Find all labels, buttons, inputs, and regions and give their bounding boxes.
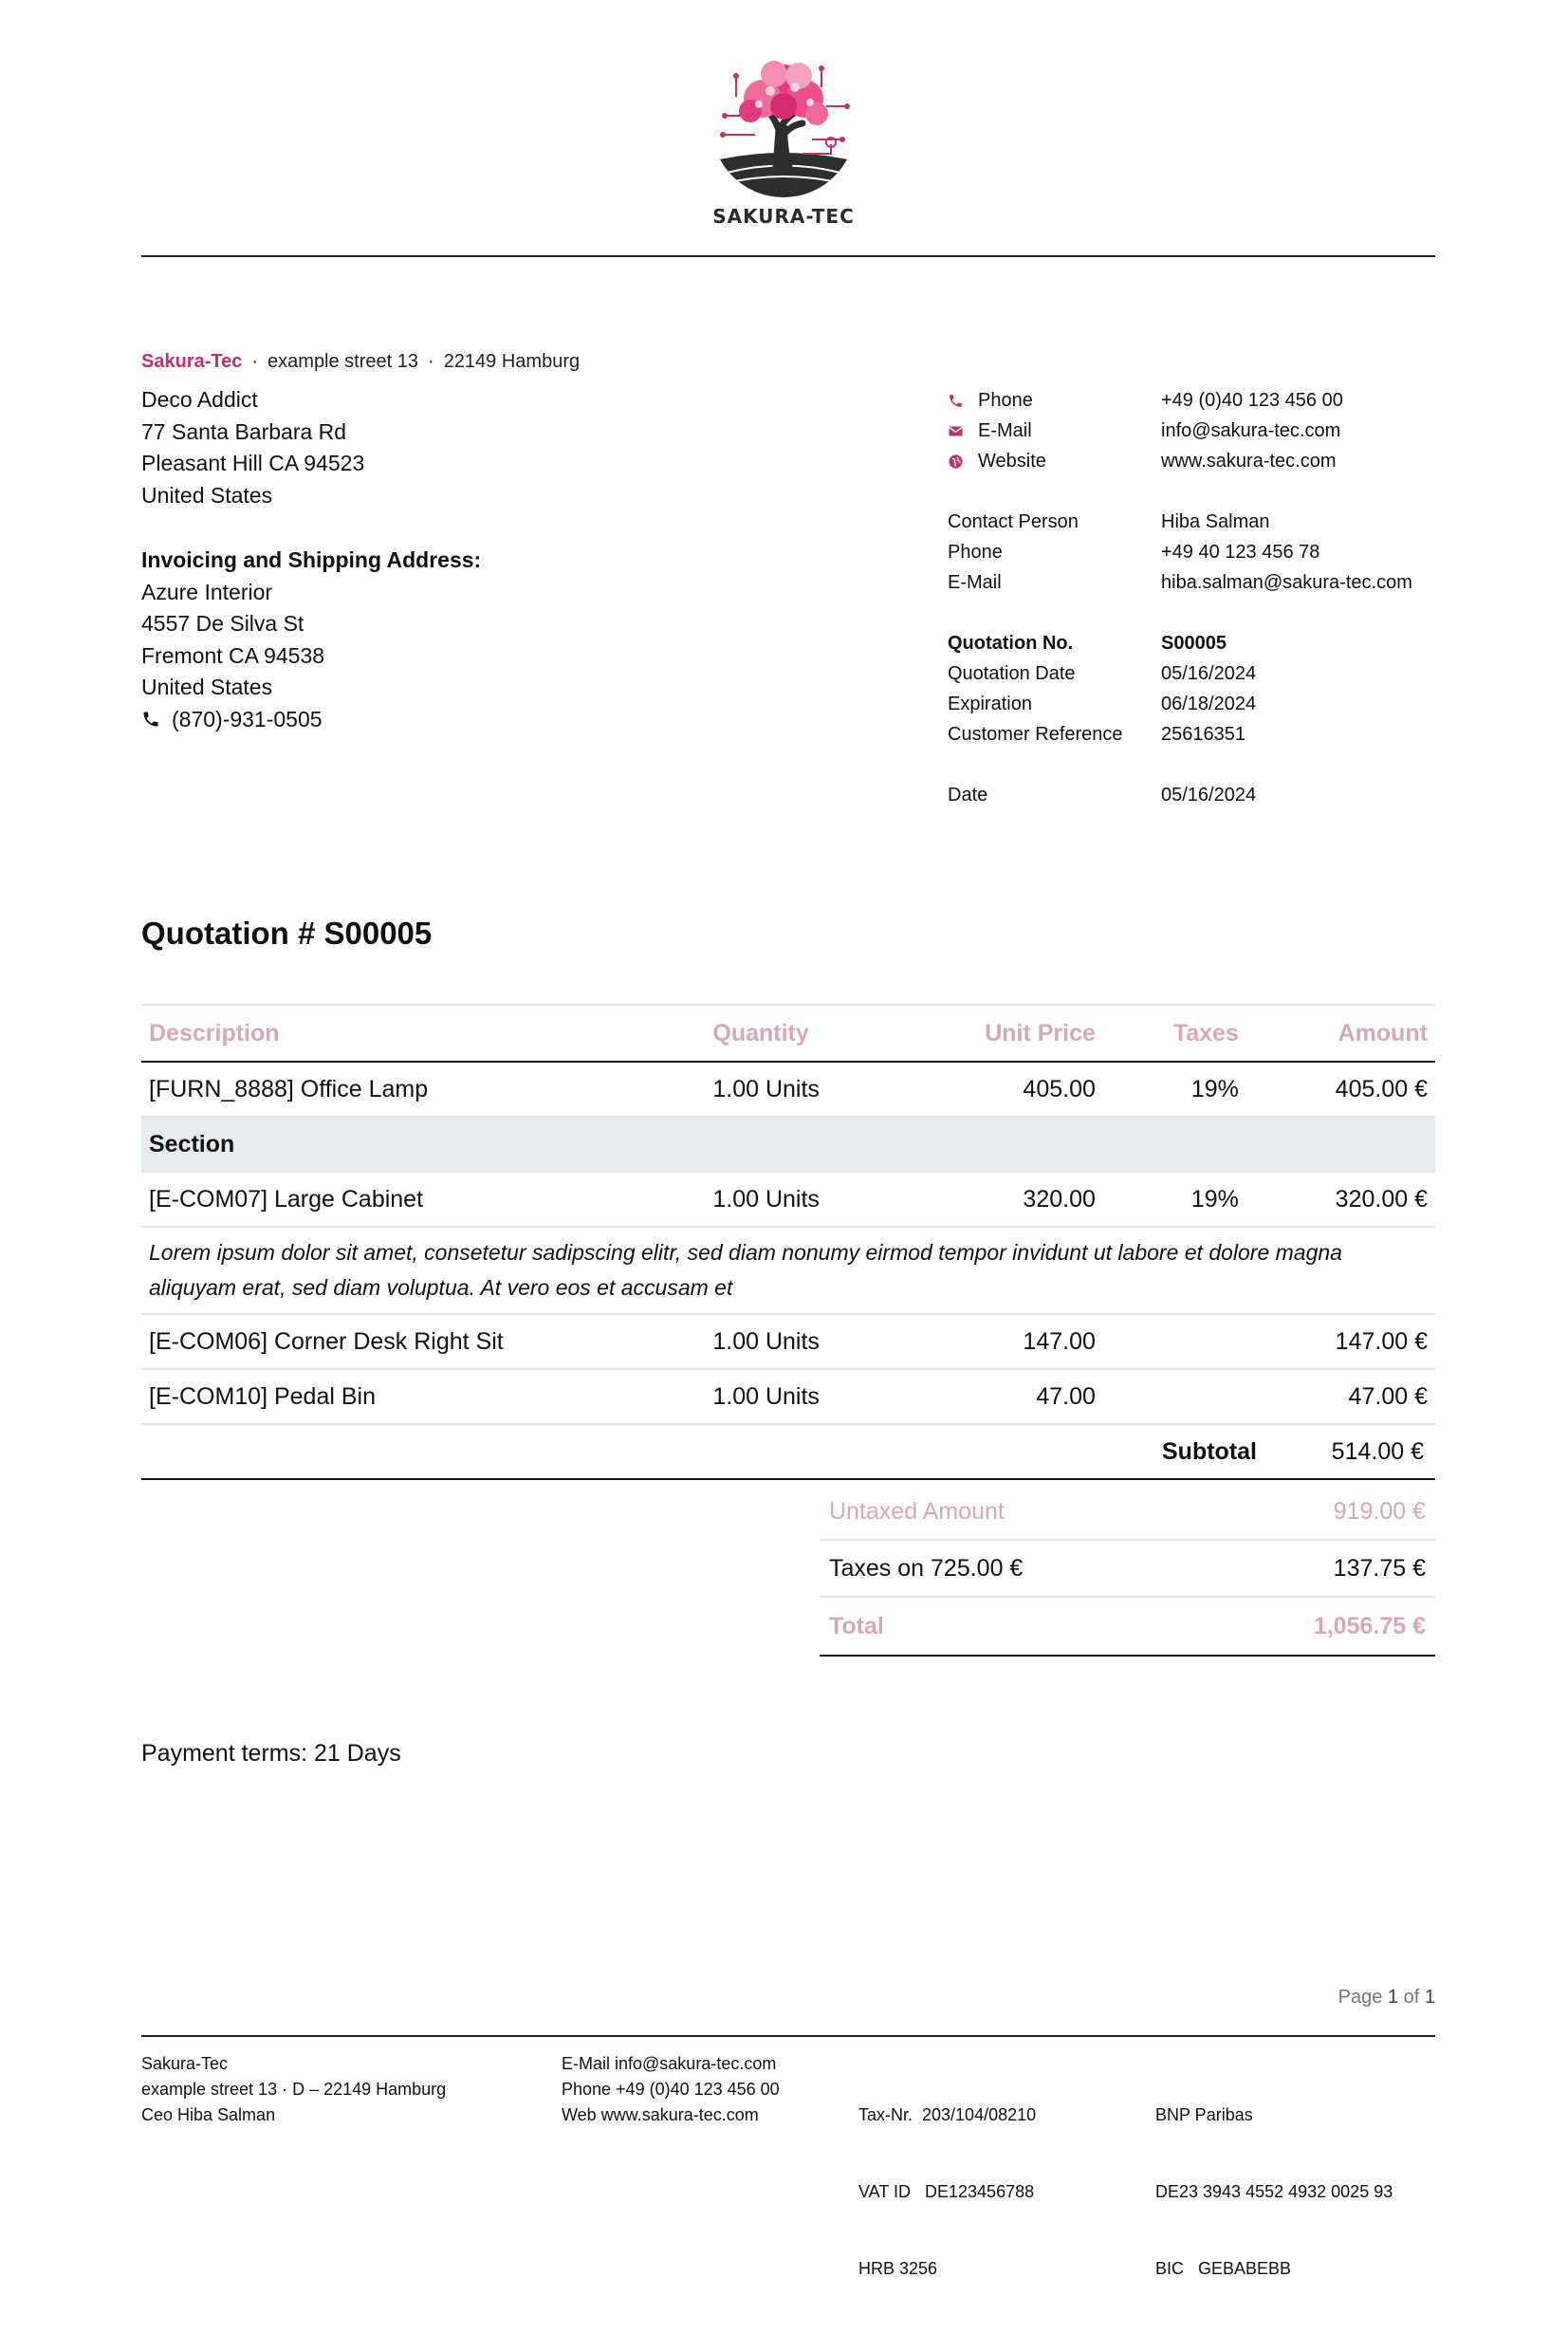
footer-line: Web www.sakura-tec.com: [562, 2105, 759, 2124]
info-quotation-date-label: Quotation Date: [948, 662, 1076, 684]
section-row: [141, 1118, 1435, 1173]
globe-icon: [948, 454, 964, 470]
info-email-value: info@sakura-tec.com: [1161, 419, 1341, 441]
info-contact-email-row: [948, 567, 1412, 598]
note-text: Lorem ipsum dolor sit amet, consetetur sadipscing elitr, sed diam nonumy eirmod tempor invidunt ut labore et dolore magna aliquyam erat, sed diam voluptua. At vero eos et accusam et: [149, 1240, 1342, 1300]
info-date-row: [948, 780, 1412, 810]
section-label: Section: [149, 1130, 235, 1157]
info-contact-value: Hiba Salman: [1161, 510, 1270, 532]
shipping-line: 4557 De Silva St: [141, 611, 304, 636]
total-row: [820, 1598, 1435, 1657]
info-contact-label: Contact Person: [948, 510, 1079, 532]
footer-divider: [141, 2035, 1435, 2037]
footer-line: Sakura-Tec: [141, 2054, 229, 2073]
footer-line: VAT ID DE123456788: [858, 2182, 1035, 2201]
untaxed-value: 919.00 €: [1333, 1497, 1426, 1525]
customer-line: Pleasant Hill CA 94523: [141, 451, 365, 475]
taxes-value: 137.75 €: [1333, 1554, 1426, 1582]
footer-line: BIC GEBABEBB: [1155, 2259, 1292, 2278]
sender-city: 22149 Hamburg: [443, 351, 581, 372]
cell-amount: 405.00 €: [1335, 1075, 1428, 1102]
header-unit-price: Unit Price: [985, 1019, 1096, 1046]
table-row: [141, 1370, 1435, 1425]
info-phone-row: [948, 385, 1412, 416]
info-quotation-no-value: S00005: [1161, 632, 1227, 654]
shipping-heading: Invoicing and Shipping Address:: [141, 547, 482, 572]
page-of: of: [1403, 1987, 1420, 2008]
footer-bank: [1155, 2051, 1393, 2333]
phone-icon: [948, 393, 964, 409]
info-contact-phone-value: +49 40 123 456 78: [1161, 541, 1320, 563]
page-current: 1: [1387, 1987, 1399, 2008]
shipping-phone: (870)-931-0505: [172, 706, 323, 731]
info-quotation-date-value: 05/16/2024: [1161, 662, 1257, 684]
info-block: [948, 385, 1412, 810]
cell-unit-price: 405.00: [1023, 1075, 1096, 1102]
table-header: [141, 1004, 1435, 1063]
sender-line: Sakura-Tec · example street 13 · 22149 Hamburg: [141, 351, 581, 372]
order-lines-table: [141, 1004, 1435, 1480]
footer-line: BNP Paribas: [1155, 2105, 1253, 2124]
header-quantity: Quantity: [712, 1019, 809, 1046]
header-description: Description: [149, 1019, 280, 1046]
info-contact-email-label: E-Mail: [948, 571, 1002, 593]
page-number: [1338, 1987, 1435, 2009]
page-total: 1: [1424, 1987, 1435, 2008]
cell-amount: 47.00 €: [1348, 1382, 1428, 1410]
document-title: Quotation # S00005: [141, 916, 433, 951]
cell-amount: 147.00 €: [1335, 1327, 1428, 1355]
info-website-value: www.sakura-tec.com: [1161, 450, 1337, 472]
info-quotation-no-label: Quotation No.: [948, 632, 1074, 654]
customer-line: Deco Addict: [141, 387, 258, 412]
sender-street: example street 13: [267, 351, 419, 372]
cell-description: [FURN_8888] Office Lamp: [149, 1075, 429, 1102]
sender-name: Sakura-Tec: [141, 351, 243, 372]
footer-line: E-Mail info@sakura-tec.com: [562, 2054, 777, 2073]
cell-unit-price: 47.00: [1036, 1382, 1096, 1410]
table-row: [141, 1315, 1435, 1370]
totals-block: [820, 1484, 1435, 1657]
subtotal-row: [141, 1425, 1435, 1480]
untaxed-label: Untaxed Amount: [829, 1497, 1005, 1525]
table-row: [141, 1173, 1435, 1228]
cell-amount: 320.00 €: [1335, 1185, 1428, 1213]
footer-line: HRB 3256: [858, 2259, 938, 2278]
info-contact-row: [948, 507, 1412, 537]
info-contact-phone-label: Phone: [948, 541, 1003, 563]
footer-line: Phone +49 (0)40 123 456 00: [562, 2080, 780, 2099]
footer-tax: [858, 2051, 1036, 2333]
info-customer-ref-row: [948, 719, 1412, 750]
cell-description: [E-COM06] Corner Desk Right Sit: [149, 1327, 504, 1355]
info-website-label: Website: [978, 450, 1046, 472]
customer-address: [141, 384, 364, 511]
info-expiration-value: 06/18/2024: [1161, 693, 1257, 714]
shipping-line: United States: [141, 675, 273, 699]
cell-quantity: 1.00 Units: [712, 1327, 820, 1355]
cell-unit-price: 320.00: [1023, 1185, 1096, 1213]
footer-company: [141, 2051, 446, 2128]
header-amount: Amount: [1337, 1019, 1428, 1046]
note-row: [141, 1228, 1435, 1315]
info-date-label: Date: [948, 784, 988, 805]
shipping-address: [141, 545, 481, 735]
info-customer-ref-value: 25616351: [1161, 723, 1245, 745]
cell-taxes: 19%: [1190, 1075, 1239, 1102]
total-label: Total: [829, 1612, 884, 1639]
taxes-row: [820, 1541, 1435, 1598]
table-row: [141, 1063, 1435, 1118]
subtotal-label: Subtotal: [1162, 1437, 1257, 1465]
payment-terms: Payment terms: 21 Days: [141, 1740, 401, 1767]
cell-quantity: 1.00 Units: [712, 1185, 820, 1213]
total-value: 1,056.75 €: [1313, 1612, 1426, 1639]
info-phone-label: Phone: [978, 389, 1033, 411]
cell-quantity: 1.00 Units: [712, 1382, 820, 1410]
header-taxes: Taxes: [1172, 1019, 1239, 1046]
cell-description: [E-COM10] Pedal Bin: [149, 1382, 376, 1410]
taxes-label: Taxes on 725.00 €: [829, 1554, 1024, 1582]
shipping-line: Fremont CA 94538: [141, 642, 325, 668]
shipping-phone-row: [141, 704, 481, 736]
cell-description: [E-COM07] Large Cabinet: [149, 1185, 424, 1213]
customer-line: United States: [141, 482, 273, 508]
footer-line: Ceo Hiba Salman: [141, 2105, 276, 2124]
info-customer-ref-label: Customer Reference: [948, 723, 1123, 745]
footer-line: DE23 3943 4552 4932 0025 93: [1155, 2182, 1393, 2201]
shipping-line: Azure Interior: [141, 579, 273, 604]
info-quotation-date-row: [948, 658, 1412, 689]
info-contact-email-value: hiba.salman@sakura-tec.com: [1161, 571, 1412, 593]
customer-line: 77 Santa Barbara Rd: [141, 418, 347, 444]
info-website-row: [948, 446, 1412, 476]
info-date-value: 05/16/2024: [1161, 784, 1257, 805]
page-label: Page: [1337, 1987, 1383, 2008]
info-email-label: E-Mail: [978, 419, 1032, 441]
cell-quantity: 1.00 Units: [712, 1075, 820, 1102]
header-divider: [141, 255, 1435, 257]
footer-line: Tax-Nr. 203/104/08210: [858, 2105, 1037, 2124]
envelope-icon: [948, 423, 964, 439]
company-logo: [698, 49, 869, 239]
info-quotation-no-row: [948, 628, 1412, 658]
footer-line: example street 13 · D – 22149 Hamburg: [141, 2080, 447, 2099]
info-expiration-row: [948, 689, 1412, 719]
logo-text: SAKURA-TEC: [712, 205, 855, 228]
info-phone-value: +49 (0)40 123 456 00: [1161, 389, 1343, 411]
cell-taxes: 19%: [1190, 1185, 1239, 1213]
sakura-tree-logo-icon: [708, 49, 859, 201]
info-contact-phone-row: [948, 537, 1412, 567]
subtotal-value: 514.00 €: [1331, 1437, 1424, 1465]
untaxed-row: [820, 1484, 1435, 1541]
cell-unit-price: 147.00: [1023, 1327, 1096, 1355]
info-expiration-label: Expiration: [948, 693, 1032, 714]
phone-icon: [141, 710, 160, 729]
footer-contact: [562, 2051, 780, 2128]
info-email-row: [948, 416, 1412, 446]
